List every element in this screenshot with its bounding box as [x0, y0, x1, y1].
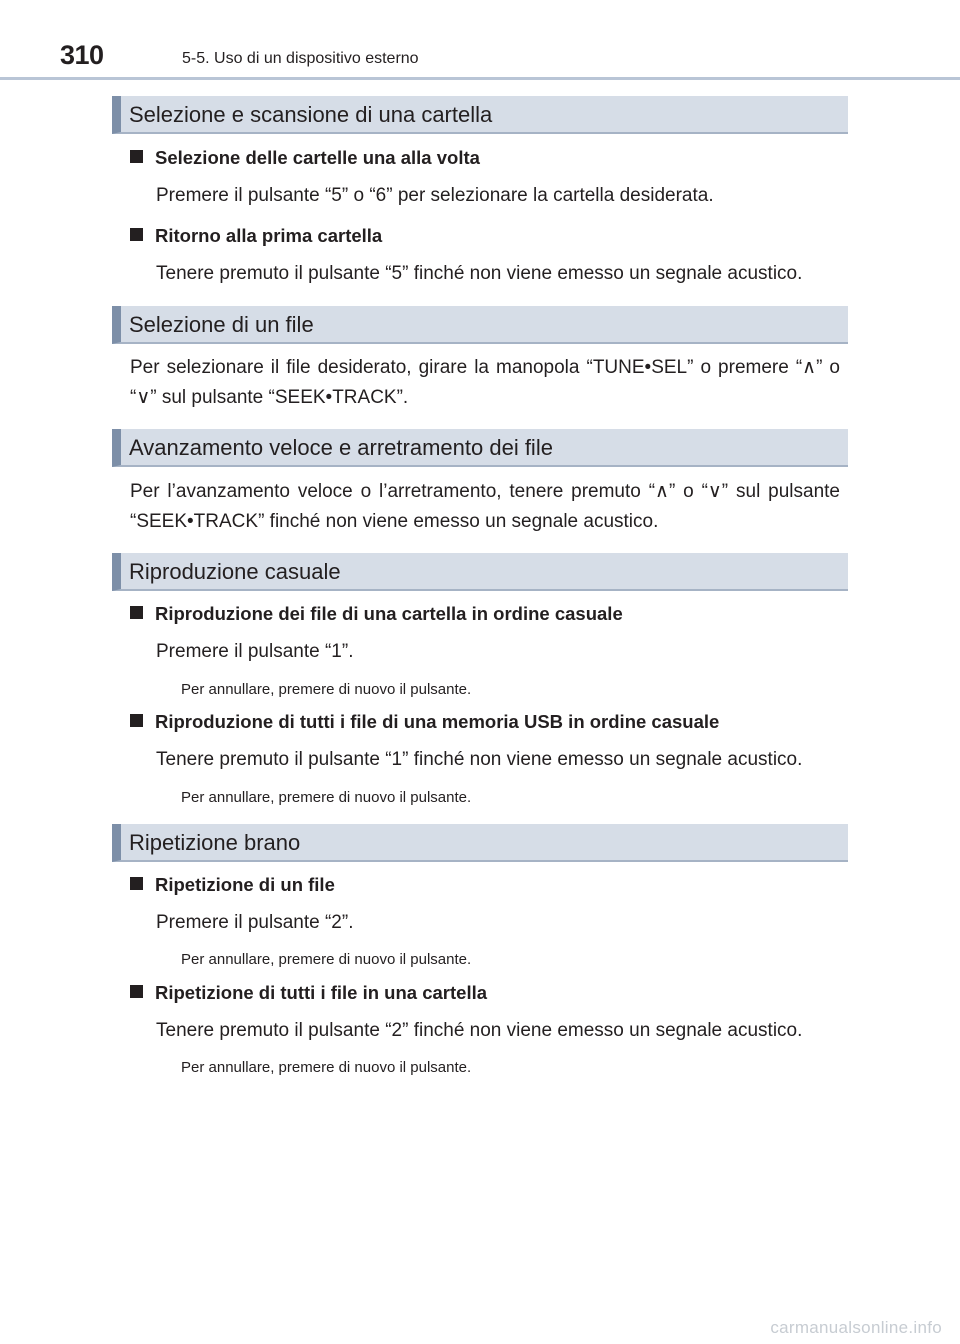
page-header — [0, 0, 960, 80]
body-text: Premere il pulsante “2”. — [156, 912, 354, 933]
paragraph-fast: Per l’avanzamento veloce o l’arretramento, tenere premuto “∧” o “∨” sul pulsante “SEEK•TRACK” finché non viene emesso un segnale acustico. — [130, 481, 840, 532]
square-bullet-icon — [130, 877, 143, 890]
body-text: Tenere premuto il pulsante “5” finché non viene emesso un segnale acustico. — [156, 263, 803, 284]
header-divider — [0, 77, 960, 80]
section-title: Selezione e scansione di una cartella — [129, 102, 493, 127]
square-bullet-icon — [130, 150, 143, 163]
section-heading-file — [112, 306, 848, 344]
chapter-title: 5-5. Uso di un dispositivo esterno — [182, 50, 419, 67]
square-bullet-icon — [130, 228, 143, 241]
subheading-repeat-file: Ripetizione di un file — [130, 874, 335, 896]
square-bullet-icon — [130, 606, 143, 619]
subheading-first-folder: Ritorno alla prima cartella — [130, 225, 382, 247]
square-bullet-icon — [130, 714, 143, 727]
section-title: Riproduzione casuale — [129, 559, 341, 584]
section-heading-fast — [112, 429, 848, 467]
body-text: Tenere premuto il pulsante “2” finché non viene emesso un segnale acustico. — [156, 1020, 803, 1041]
subheading-folder-one: Selezione delle cartelle una alla volta — [130, 147, 480, 169]
section-heading-random — [112, 553, 848, 591]
page-number: 310 — [60, 40, 104, 70]
body-text: Premere il pulsante “1”. — [156, 641, 354, 662]
note-text: Per annullare, premere di nuovo il pulsante. — [181, 951, 472, 968]
watermark: carmanualsonline.info — [770, 1318, 942, 1337]
section-heading-repeat — [112, 824, 848, 862]
section-title: Ripetizione brano — [129, 830, 301, 855]
note-text: Per annullare, premere di nuovo il pulsante. — [181, 789, 472, 806]
section-title: Avanzamento veloce e arretramento dei file — [129, 435, 553, 460]
subheading-repeat-folder: Ripetizione di tutti i file in una cartella — [130, 982, 487, 1004]
body-text: Premere il pulsante “5” o “6” per selezionare la cartella desiderata. — [156, 185, 714, 206]
section-title: Selezione di un file — [129, 312, 314, 337]
body-text: Tenere premuto il pulsante “1” finché non viene emesso un segnale acustico. — [156, 749, 803, 770]
paragraph-file: Per selezionare il file desiderato, girare la manopola “TUNE•SEL” o premere “∧” o “∨” sul pulsante “SEEK•TRACK”. — [130, 357, 840, 408]
section-heading-folder — [112, 96, 848, 134]
note-text: Per annullare, premere di nuovo il pulsante. — [181, 681, 472, 698]
square-bullet-icon — [130, 985, 143, 998]
subheading-random-usb: Riproduzione di tutti i file di una memoria USB in ordine casuale — [130, 711, 719, 733]
note-text: Per annullare, premere di nuovo il pulsante. — [181, 1059, 472, 1076]
subheading-random-folder: Riproduzione dei file di una cartella in ordine casuale — [130, 603, 623, 625]
